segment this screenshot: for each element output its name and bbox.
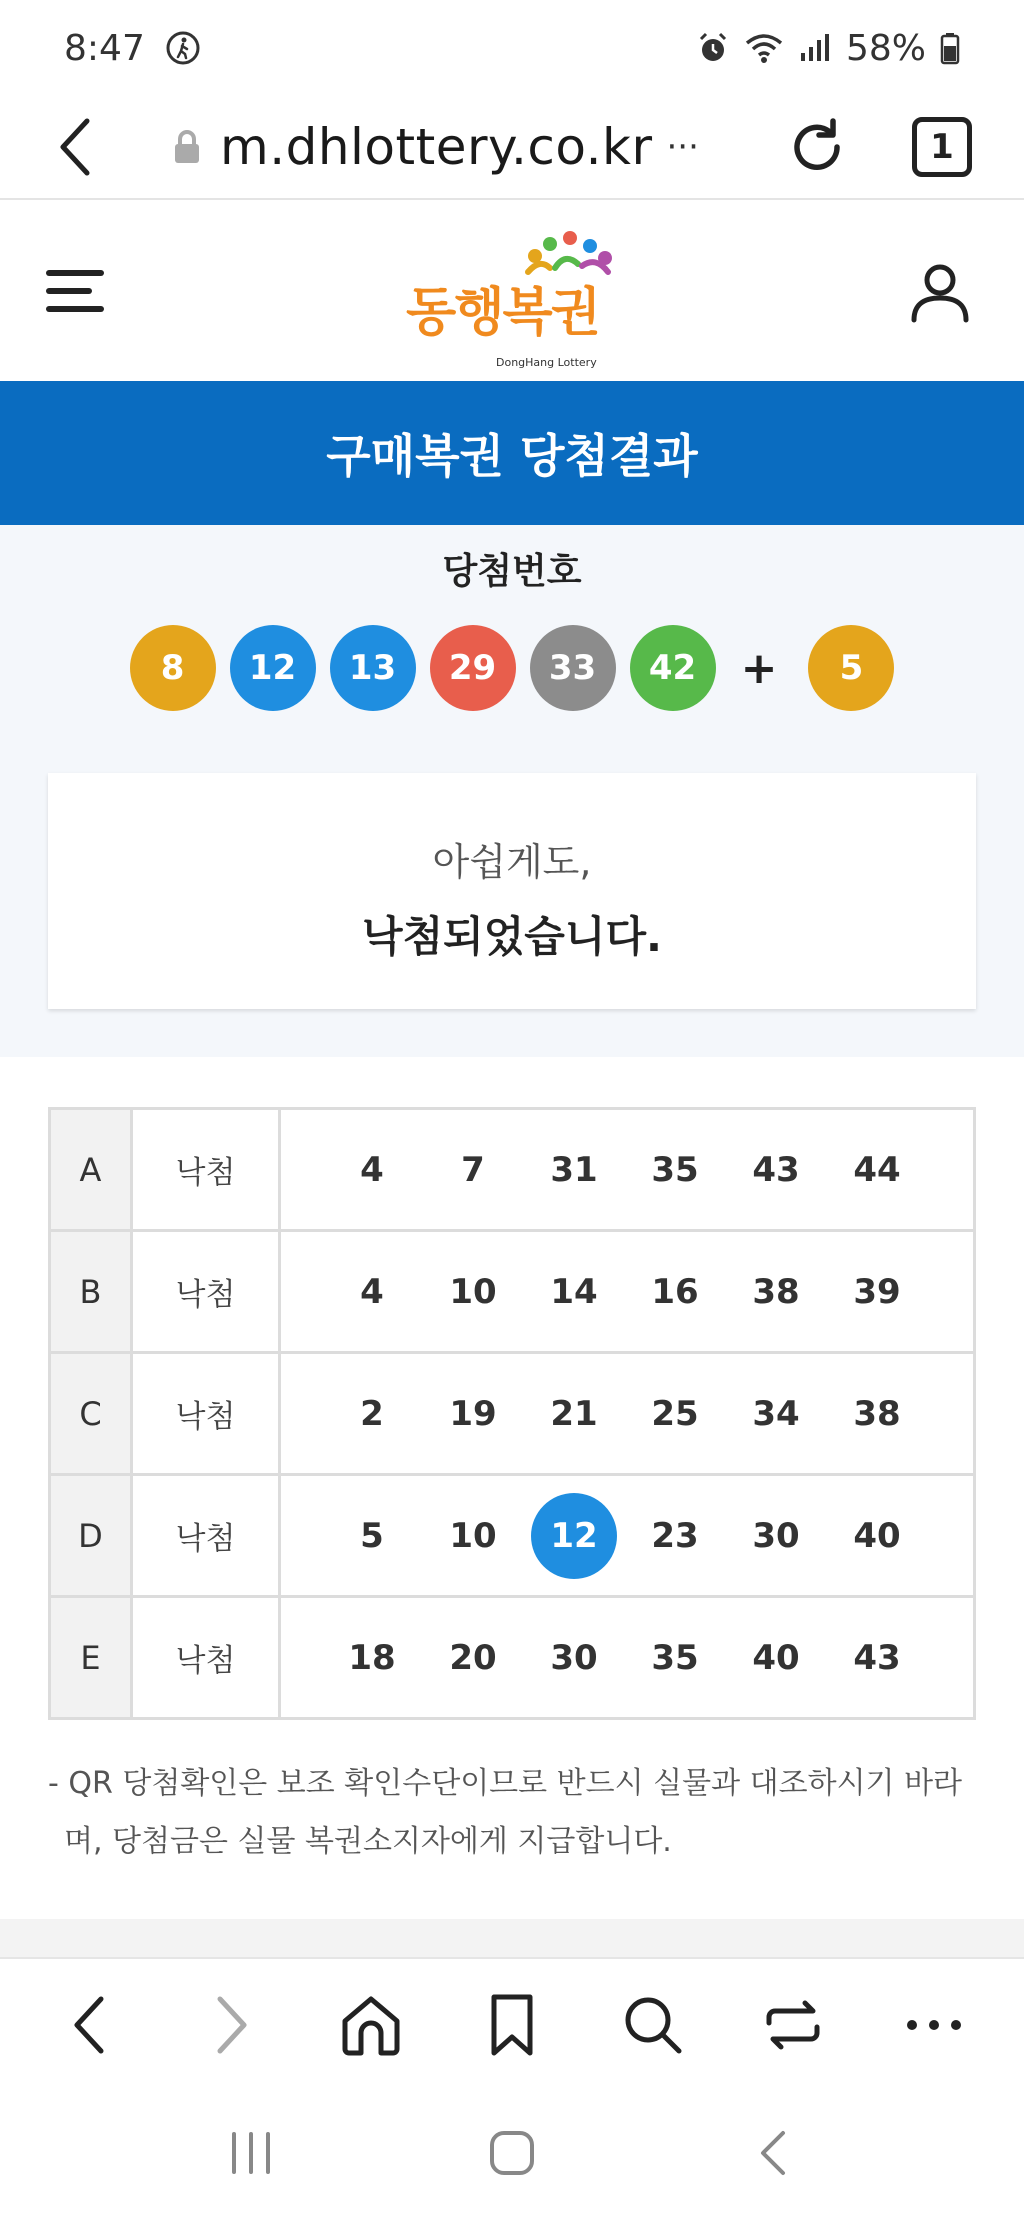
ticket-number: 30 [752, 1515, 800, 1556]
ticket-status: 낙첨 [132, 1353, 280, 1475]
result-card [48, 773, 976, 1009]
lock-icon [172, 129, 204, 165]
winning-ball: 13 [330, 625, 416, 711]
ticket-row [50, 1231, 975, 1353]
ticket-numbers [280, 1109, 975, 1231]
ticket-number: 44 [853, 1149, 901, 1190]
footer-divider [0, 1919, 1024, 1959]
url-ellipsis: ··· [666, 127, 699, 167]
ticket-number: 19 [449, 1393, 497, 1434]
signal-icon [798, 31, 832, 65]
ticket-number: 14 [550, 1271, 598, 1312]
alarm-icon [696, 31, 730, 65]
hamburger-menu-icon[interactable] [46, 259, 110, 323]
share-icon[interactable] [748, 1980, 838, 2070]
nav-back-icon[interactable] [45, 1980, 135, 2070]
reload-icon[interactable] [782, 112, 852, 182]
ticket-number: 40 [752, 1637, 800, 1678]
ticket-numbers [280, 1231, 975, 1353]
ticket-numbers [280, 1597, 975, 1719]
home-button-icon[interactable] [467, 2108, 557, 2198]
nav-forward-icon[interactable] [186, 1980, 276, 2070]
ticket-row [50, 1475, 975, 1597]
walking-icon [165, 30, 201, 66]
ticket-id: B [50, 1231, 132, 1353]
ticket-id: C [50, 1353, 132, 1475]
ticket-row [50, 1597, 975, 1719]
ticket-number: 43 [853, 1637, 901, 1678]
result-message-line1: 아쉽게도, [432, 840, 592, 884]
ticket-status: 낙첨 [132, 1109, 280, 1231]
search-icon[interactable] [608, 1980, 698, 2070]
ticket-number: 31 [550, 1149, 598, 1190]
ticket-row [50, 1109, 975, 1231]
home-icon[interactable] [326, 1980, 416, 2070]
browser-url-bar [0, 96, 1024, 200]
ticket-number: 4 [360, 1271, 384, 1312]
browser-bottom-nav [0, 1962, 1024, 2088]
ticket-number: 4 [360, 1149, 384, 1190]
winning-ball: 8 [130, 625, 216, 711]
ticket-number: 34 [752, 1393, 800, 1434]
ticket-number: 10 [449, 1515, 497, 1556]
site-header [0, 202, 1024, 380]
ticket-row [50, 1353, 975, 1475]
bookmark-icon[interactable] [467, 1980, 557, 2070]
ticket-number: 16 [651, 1271, 699, 1312]
url-text[interactable]: m.dhlottery.co.kr [220, 118, 653, 176]
winning-ball: 12 [230, 625, 316, 711]
winning-ball: 33 [530, 625, 616, 711]
ticket-numbers [280, 1475, 975, 1597]
notice-text: - QR 당첨확인은 보조 확인수단이므로 반드시 실물과 대조하시기 바라며, 당첨금은 실물 복권소지자에게 지급합니다. [48, 1766, 963, 1859]
winning-ball: 42 [630, 625, 716, 711]
back-arrow-icon[interactable] [40, 112, 110, 182]
ticket-number: 2 [360, 1393, 384, 1434]
status-bar [0, 0, 1024, 96]
status-time: 8:47 [64, 27, 145, 69]
system-nav-bar [0, 2108, 1024, 2198]
ticket-number-matched: 12 [531, 1493, 617, 1579]
ticket-status: 낙첨 [132, 1231, 280, 1353]
ticket-number: 10 [449, 1271, 497, 1312]
logo-subtitle: DongHang Lottery [496, 356, 597, 369]
ticket-number: 30 [550, 1637, 598, 1678]
bonus-plus-sign: + [740, 642, 778, 694]
more-options-icon[interactable] [889, 1980, 979, 2070]
ticket-number: 25 [651, 1393, 699, 1434]
ticket-status: 낙첨 [132, 1475, 280, 1597]
bonus-ball: 5 [808, 625, 894, 711]
result-message-line2: 낙첨되었습니다. [362, 912, 662, 961]
page-title-banner: 구매복권 당첨결과 [0, 381, 1024, 525]
ticket-number: 7 [461, 1149, 485, 1190]
ticket-number: 40 [853, 1515, 901, 1556]
tickets-table [48, 1107, 976, 1720]
ticket-number: 5 [360, 1515, 384, 1556]
tab-count-button[interactable]: 1 [912, 117, 972, 177]
ticket-number: 18 [348, 1637, 396, 1678]
ticket-id: D [50, 1475, 132, 1597]
winning-balls [0, 625, 1024, 711]
user-icon[interactable] [900, 252, 980, 332]
ticket-id: A [50, 1109, 132, 1231]
ticket-number: 43 [752, 1149, 800, 1190]
winning-numbers-label: 당첨번호 [442, 551, 582, 592]
system-back-icon[interactable] [728, 2108, 818, 2198]
ticket-number: 38 [752, 1271, 800, 1312]
ticket-number: 23 [651, 1515, 699, 1556]
wifi-icon [744, 31, 784, 65]
ticket-id: E [50, 1597, 132, 1719]
ticket-number: 21 [550, 1393, 598, 1434]
ticket-numbers [280, 1353, 975, 1475]
winning-numbers-section [0, 525, 1024, 1057]
donghang-lottery-logo[interactable] [400, 228, 630, 369]
ticket-status: 낙첨 [132, 1597, 280, 1719]
ticket-number: 20 [449, 1637, 497, 1678]
logo-text: 동행복권 [406, 283, 599, 343]
ticket-number: 35 [651, 1149, 699, 1190]
ticket-number: 39 [853, 1271, 901, 1312]
ticket-number: 35 [651, 1637, 699, 1678]
recent-apps-icon[interactable] [206, 2108, 296, 2198]
battery-icon [940, 31, 960, 65]
winning-ball: 29 [430, 625, 516, 711]
ticket-number: 38 [853, 1393, 901, 1434]
battery-percent: 58% [845, 27, 926, 69]
